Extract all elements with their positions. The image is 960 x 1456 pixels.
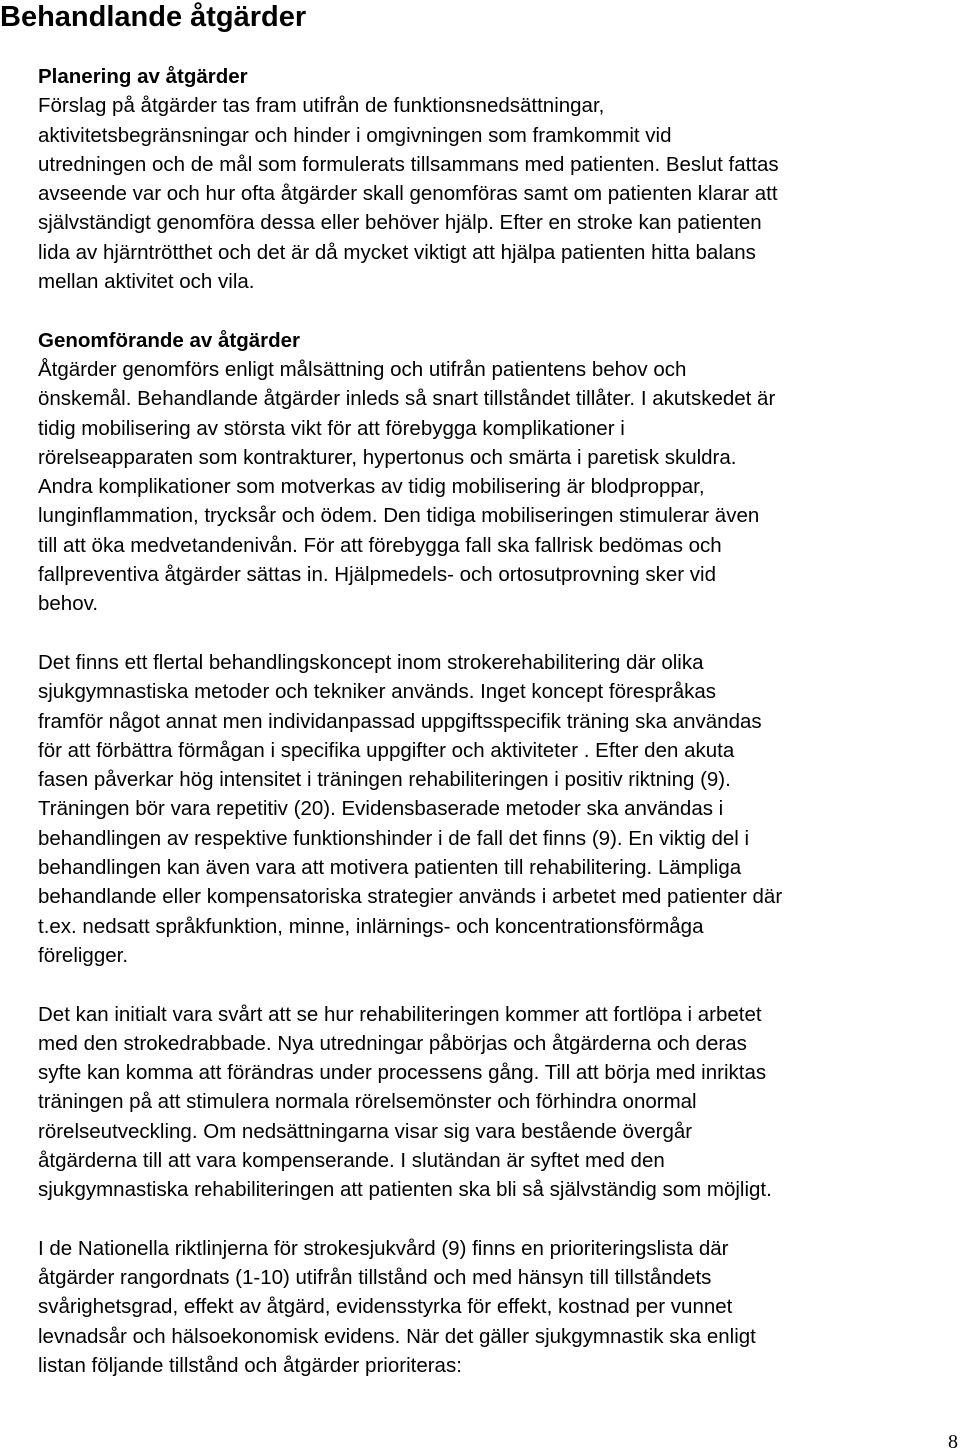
text-line: Det kan initialt vara svårt att se hur rehabiliteringen kommer att fortlöpa i arbetet bbox=[38, 1002, 762, 1026]
text-line: mellan aktivitet och vila. bbox=[38, 270, 255, 294]
document-body bbox=[38, 62, 960, 1380]
text-line: t.ex. nedsatt språkfunktion, minne, inlärnings- och koncentrationsförmåga bbox=[38, 914, 704, 938]
text-line: sjukgymnastiska metoder och tekniker används. Inget koncept förespråkas bbox=[38, 680, 716, 704]
text-line: önskemål. Behandlande åtgärder inleds så snart tillståndet tillåter. I akutskedet är bbox=[38, 387, 776, 411]
text-line: avseende var och hur ofta åtgärder skall genomföras samt om patienten klarar att bbox=[38, 182, 778, 206]
text-line: framför något annat men individanpassad uppgiftsspecifik träning ska användas bbox=[38, 709, 762, 733]
paragraph bbox=[38, 91, 960, 296]
text-line: tidig mobilisering av största vikt för att förebygga komplikationer i bbox=[38, 416, 625, 440]
text-line: behandlingen kan även vara att motivera patienten till rehabilitering. Lämpliga bbox=[38, 856, 742, 880]
text-line: med den strokedrabbade. Nya utredningar påbörjas och åtgärderna och deras bbox=[38, 1031, 747, 1055]
text-line: sjukgymnastiska rehabiliteringen att patienten ska bli så självständig som möjligt. bbox=[38, 1178, 772, 1202]
text-line: träningen på att stimulera normala rörelsemönster och förhindra onormal bbox=[38, 1090, 697, 1114]
paragraph bbox=[38, 355, 960, 619]
text-line: Träningen bör vara repetitiv (20). Evidensbaserade metoder ska användas i bbox=[38, 797, 724, 821]
text-line: utredningen och de mål som formulerats tillsammans med patienten. Beslut fattas bbox=[38, 152, 779, 176]
text-line: rörelseutveckling. Om nedsättningarna visar sig vara bestående övergår bbox=[38, 1119, 693, 1143]
text-line: lida av hjärntrötthet och det är då mycket viktigt att hjälpa patienten hitta balans bbox=[38, 240, 756, 264]
page-number: 8 bbox=[948, 1431, 958, 1453]
text-line: behandlande eller kompensatoriska strategier används i arbetet med patienter där bbox=[38, 885, 783, 909]
text-line: Det finns ett flertal behandlingskoncept inom strokerehabilitering där olika bbox=[38, 650, 704, 674]
paragraph-rehabilitering bbox=[38, 1000, 960, 1205]
paragraph-nationella-riktlinjer bbox=[38, 1234, 960, 1380]
text-line: för att förbättra förmågan i specifika uppgifter och aktiviteter . Efter den akuta bbox=[38, 738, 735, 762]
text-line: Förslag på åtgärder tas fram utifrån de funktionsnedsättningar, bbox=[38, 94, 605, 118]
text-line: levnadsår och hälsoekonomisk evidens. När det gäller sjukgymnastik ska enligt bbox=[38, 1324, 756, 1348]
text-line: Åtgärder genomförs enligt målsättning och utifrån patientens behov och bbox=[38, 357, 687, 381]
section-genomforande bbox=[38, 326, 960, 619]
text-line: behov. bbox=[38, 592, 99, 616]
text-line: åtgärderna till att vara kompenserande. I slutändan är syftet med den bbox=[38, 1148, 665, 1172]
text-line: lunginflammation, trycksår och ödem. Den tidiga mobiliseringen stimulerar även bbox=[38, 504, 760, 528]
text-line: fasen påverkar hög intensitet i träningen rehabiliteringen i positiv riktning (9). bbox=[38, 768, 731, 792]
text-line: syfte kan komma att förändras under processens gång. Till att börja med inriktas bbox=[38, 1061, 767, 1085]
text-line: I de Nationella riktlinjerna för strokesjukvård (9) finns en prioriteringslista där bbox=[38, 1236, 729, 1260]
text-line: föreligger. bbox=[38, 943, 129, 967]
section-heading: Genomförande av åtgärder bbox=[38, 328, 301, 352]
paragraph-spacer bbox=[38, 970, 960, 999]
section-planering bbox=[38, 62, 960, 296]
text-line: till att öka medvetandenivån. För att förebygga fall ska fallrisk bedömas och bbox=[38, 533, 722, 557]
text-line: självständigt genomföra dessa eller behöver hjälp. Efter en stroke kan patienten bbox=[38, 211, 762, 235]
text-line: fallpreventiva åtgärder sättas in. Hjälpmedels- och ortosutprovning sker vid bbox=[38, 563, 716, 587]
text-line: svårighetsgrad, effekt av åtgärd, evidensstyrka för effekt, kostnad per vunnet bbox=[38, 1295, 733, 1319]
section-heading: Planering av åtgärder bbox=[38, 65, 248, 88]
paragraph-spacer bbox=[38, 619, 960, 648]
text-line: åtgärder rangordnats (1-10) utifrån tillstånd och med hänsyn till tillståndets bbox=[38, 1266, 712, 1290]
text-line: behandlingen av respektive funktionshinder i de fall det finns (9). En viktig del i bbox=[38, 826, 750, 850]
text-line: aktivitetsbegränsningar och hinder i omgivningen som framkommit vid bbox=[38, 123, 672, 147]
text-line: listan följande tillstånd och åtgärder prioriteras: bbox=[38, 1354, 462, 1378]
text-line: rörelseapparaten som kontrakturer, hypertonus och smärta i paretisk skuldra. bbox=[38, 445, 737, 469]
page-title: Behandlande åtgärder bbox=[0, 1, 307, 33]
text-line: Andra komplikationer som motverkas av tidig mobilisering är blodproppar, bbox=[38, 475, 705, 499]
paragraph-spacer bbox=[38, 1205, 960, 1234]
paragraph-spacer bbox=[38, 296, 960, 325]
paragraph-behandlingskoncept bbox=[38, 648, 960, 970]
